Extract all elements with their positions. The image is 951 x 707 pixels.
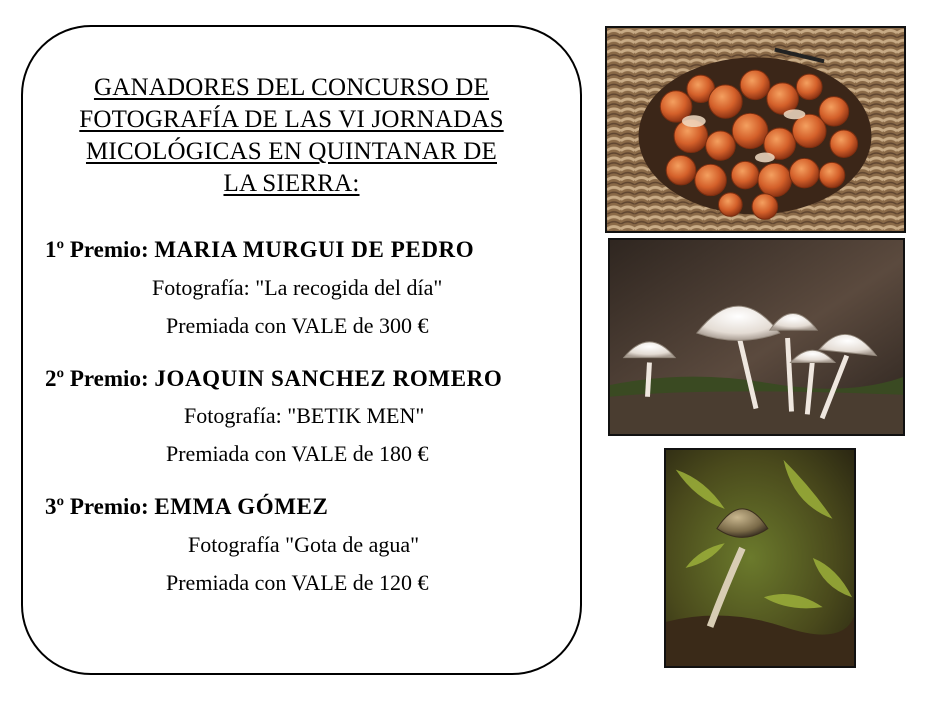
prize-1-photo-title: Fotografía: "La recogida del día" [152, 275, 443, 300]
photo-small-mushroom [664, 448, 856, 668]
prize-1-label: 1º Premio: [45, 237, 149, 262]
title-line-1: GANADORES DEL CONCURSO DE [93, 74, 490, 101]
photo-white-mushrooms [608, 238, 905, 436]
photo-mushroom-basket [605, 26, 906, 233]
title-line-3: MICOLÓGICAS EN QUINTANAR DE [85, 138, 497, 165]
prize-3-heading [45, 494, 328, 520]
prize-1-award: Premiada con VALE de 300 € [166, 313, 429, 338]
prize-2-award: Premiada con VALE de 180 € [166, 441, 429, 466]
title-line-2: FOTOGRAFÍA DE LAS VI JORNADAS [79, 106, 504, 133]
prize-3-label: 3º Premio: [45, 494, 149, 519]
prize-1-winner: MARIA MURGUI DE PEDRO [154, 237, 475, 262]
prize-3-award: Premiada con VALE de 120 € [166, 570, 429, 595]
prize-2-label: 2º Premio: [45, 366, 149, 391]
prize-1-heading [45, 237, 474, 263]
prize-3-photo-title: Fotografía "Gota de agua" [188, 532, 420, 557]
prize-3-winner: EMMA GÓMEZ [154, 494, 329, 519]
prize-2-photo-title: Fotografía: "BETIK MEN" [184, 403, 425, 428]
title-line-4: LA SIERRA: [223, 170, 360, 197]
prize-2-winner: JOAQUIN SANCHEZ ROMERO [154, 366, 503, 391]
prize-2-heading [45, 366, 502, 392]
announcement-title [21, 72, 562, 200]
